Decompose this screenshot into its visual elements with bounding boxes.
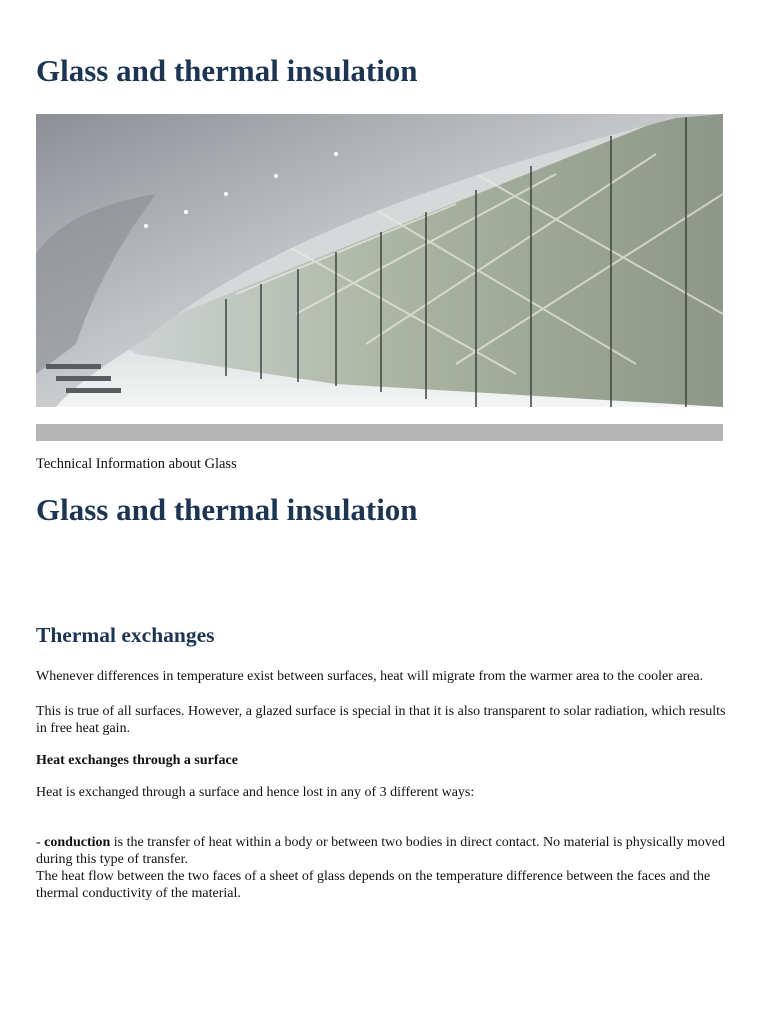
- paragraph: Heat is exchanged through a surface and hence lost in any of 3 different ways:: [36, 785, 475, 800]
- bullet-prefix: -: [36, 835, 45, 850]
- subheading: Heat exchanges through a surface: [36, 753, 238, 768]
- paragraph: Whenever differences in temperature exist between surfaces, heat will migrate from the warmer area to the cooler area.: [36, 669, 704, 684]
- paragraph: The heat flow between the two faces of a sheet of glass depends on the temperature difference between the faces and the thermal conductivity of the material.: [36, 869, 711, 901]
- document-kicker: Technical Information about Glass: [36, 456, 237, 472]
- bullet-item: [36, 834, 726, 868]
- section-heading: Thermal exchanges: [36, 623, 215, 647]
- document-title: Glass and thermal insulation: [36, 492, 418, 527]
- bullet-term: conduction: [44, 835, 111, 850]
- bullet-text: is the transfer of heat within a body or between two bodies in direct contact. No material is physically moved during this type of transfer.: [36, 835, 725, 867]
- divider-bar: [36, 424, 723, 441]
- hero-image: [36, 114, 723, 407]
- page-title: Glass and thermal insulation: [36, 53, 418, 88]
- paragraph: This is true of all surfaces. However, a glazed surface is special in that it is also transparent to solar radiation, which results in free heat gain.: [36, 704, 726, 736]
